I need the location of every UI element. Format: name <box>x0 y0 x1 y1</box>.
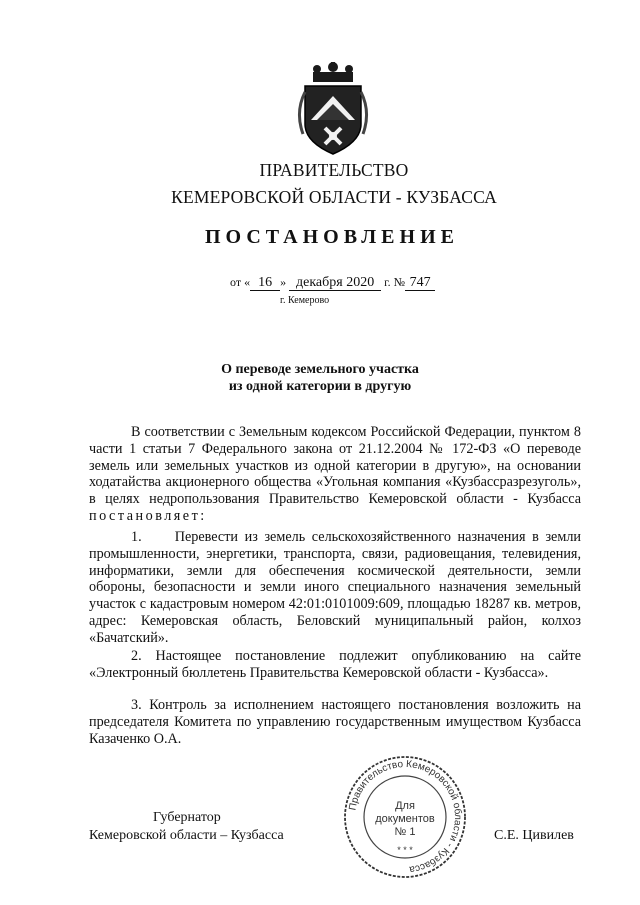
date-number-line <box>230 275 435 291</box>
official-seal-stamp <box>343 755 467 879</box>
seal-center-line2: документов <box>375 813 435 825</box>
date-month-year: декабря 2020 <box>289 276 381 291</box>
date-day: 16 <box>250 276 280 291</box>
subject-line1: О переводе земельного участка <box>221 362 419 377</box>
resolves-word: постановляет: <box>89 507 207 524</box>
item-1-number: 1. <box>131 529 142 545</box>
date-year-suffix: г. <box>384 275 391 289</box>
document-number: 747 <box>405 276 435 291</box>
document-subject <box>0 361 640 395</box>
item-1-paragraph <box>89 529 581 647</box>
seal-ring-text: Правительство Кемеровской области - Кузбасса <box>347 758 464 875</box>
seal-stars: * * * <box>397 845 413 855</box>
number-sign: № <box>393 275 406 289</box>
coat-of-arms-icon <box>295 62 371 158</box>
org-name-line1: ПРАВИТЕЛЬСТВО <box>259 160 409 180</box>
subject-line2: из одной категории в другую <box>228 379 412 394</box>
org-name-line2: КЕМЕРОВСКОЙ ОБЛАСТИ - КУЗБАССА <box>171 187 497 207</box>
city-label: г. Кемерово <box>280 295 330 306</box>
item-2-paragraph: 2. Настоящее постановление подлежит опубликованию на сайте «Электронный бюллетень Правительства Кемеровской области - Кузбасса». <box>89 648 581 681</box>
date-close-quote: » <box>280 275 287 289</box>
signature-position-line2: Кемеровской области – Кузбасса <box>89 828 284 843</box>
signature-position-line1: Губернатор <box>153 810 221 825</box>
document-type-title: ПОСТАНОВЛЕНИЕ <box>205 226 459 248</box>
seal-center-line3: № 1 <box>394 826 416 838</box>
item-1-text: Перевести из земель сельскохозяйственного назначения в земли промышленности, энергетики, транспорта, связи, радиовещания, телевидения, информатики, земли для обеспечения космической деятельности, земли обороны, безопасности и земли иного специального назначения земельный участок с кадастровым номером 42:01:0101009:609, площадью 18287 кв. метров, адрес: Кемеровская область, Беловский муниципальный район, колхоз «Бачатский». <box>89 529 581 646</box>
signatory-name: С.Е. Цивилев <box>494 828 574 843</box>
intro-paragraph <box>89 424 581 525</box>
item-3-paragraph: 3. Контроль за исполнением настоящего постановления возложить на председателя Комитета по управлению государственным имуществом Кузбасса Казаченко О.А. <box>89 697 581 747</box>
seal-center-line1: Для <box>395 800 415 812</box>
date-prefix: от « <box>230 275 251 289</box>
intro-text: В соответствии с Земельным кодексом Российской Федерации, пунктом 8 части 1 статьи 7 Федерального закона от 21.12.2004 № 172-ФЗ «О переводе земель или земельных участков из одной категории в другую», на основании ходатайства акционерного общества «Угольная компания «Кузбассразрезуголь», в целях недропользования Правительство Кемеровской области - Кузбасса <box>89 424 581 508</box>
